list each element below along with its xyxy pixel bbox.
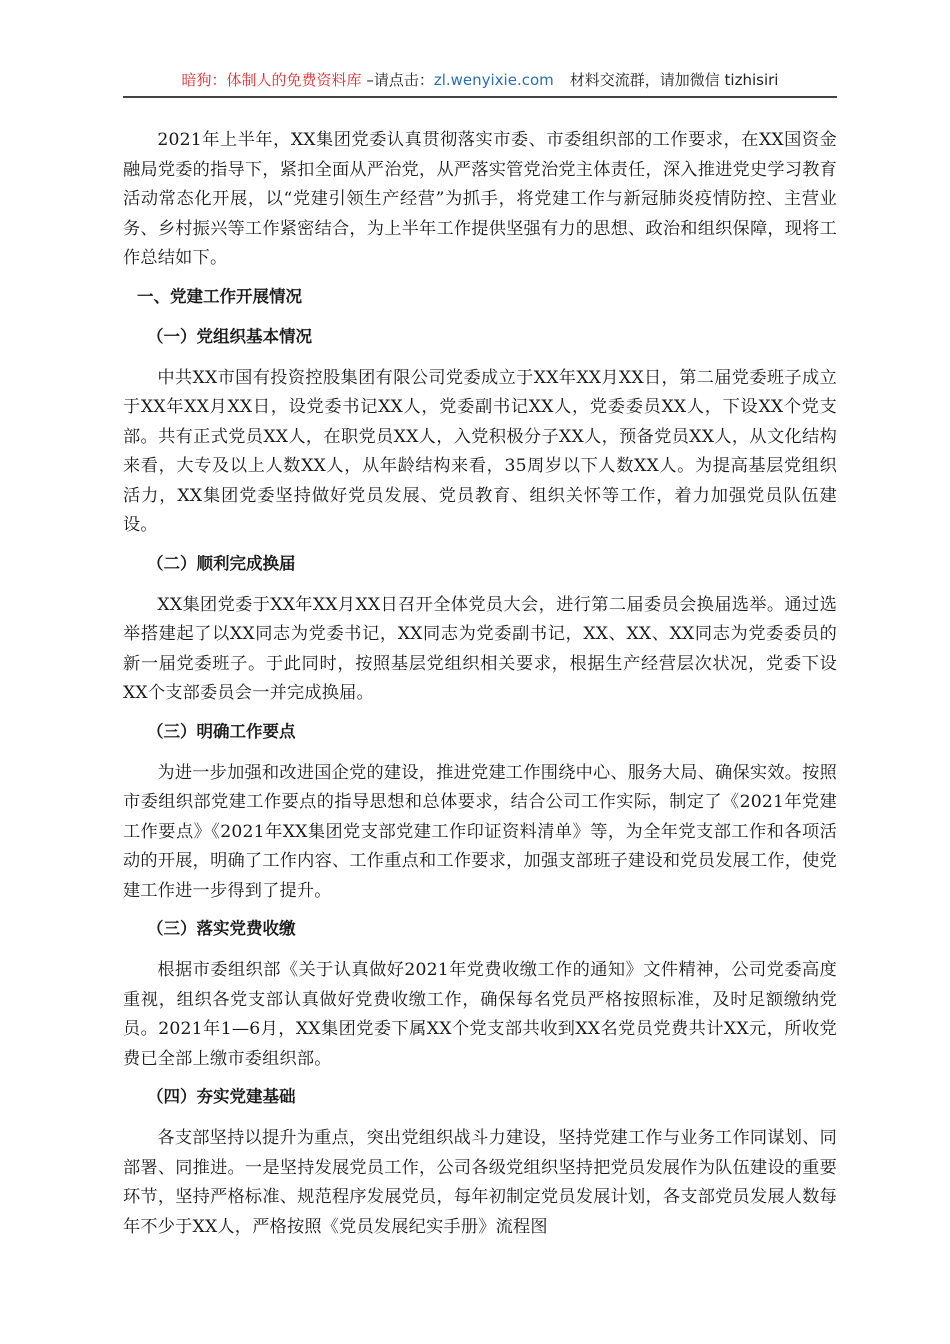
intro-paragraph: 2021年上半年，XX集团党委认真贯彻落实市委、市委组织部的工作要求，在XX国资金融局党委的指导下，紧扣全面从严治党，从严落实管党治党主体责任，深入推进党史学习教育活动常态化开展，以“党建引领生产经营”为抓手，将党建工作与新冠肺炎疫情防控、主营业务、乡村振兴等工作紧密结合，为上半年工作提供坚强有力的思想、政治和组织保障，现将工作总结如下。: [123, 130, 837, 268]
header-prompt: –请点击：: [361, 71, 434, 89]
subsection-paragraph-3: 为进一步加强和改进国企党的建设，推进党建工作围绕中心、服务大局、确保实效。按照市委组织部党建工作要点的指导思想和总体要求，结合公司工作实际，制定了《2021年党建工作要点》《2021年XX集团党支部党建工作印证资料清单》等，为全年党支部工作和各项活动的开展，明确了工作内容、工作重点和工作要求，加强支部班子建设和党员发展工作，使党建工作进一步得到了提升。: [123, 762, 837, 901]
subsection-heading-5: （四）夯实党建基础: [147, 1087, 296, 1106]
subsection-paragraph-4: 根据市委组织部《关于认真做好2021年党费收缴工作的通知》文件精神，公司党委高度重视，组织各党支部认真做好党费收缴工作，确保每名党员严格按照标准，及时足额缴纳党员。2021年1—6月，XX集团党委下属XX个党支部共收到XX名党员党费共计XX元，所收党费已全部上缴市委组织部。: [123, 960, 837, 1069]
header-divider: [123, 96, 837, 98]
subsection-heading-3: （三）明确工作要点: [147, 721, 296, 741]
subsection-heading-1: （一）党组织基本情况: [147, 326, 312, 346]
header-contact: 材料交流群，请加微信 tizhisiri: [569, 71, 779, 89]
subsection-heading-2: （二）顺利完成换届: [147, 553, 296, 573]
header-brand: 暗狗：体制人的免费资料库: [181, 71, 362, 89]
subsection-paragraph-2: XX集团党委于XX年XX月XX日召开全体党员大会，进行第二届委员会换届选举。通过选举搭建起了以XX同志为党委书记，XX同志为党委副书记，XX、XX、XX同志为党委委员的新一届党委班子。于此同时，按照基层党组织相关要求，根据生产经营层次状况，党委下设XX个支部委员会一并完成换届。: [123, 594, 837, 703]
header-link[interactable]: zl.wenyixie.com: [433, 71, 554, 89]
section-heading-1: 一、党建工作开展情况: [137, 286, 302, 306]
subsection-heading-4: （三）落实党费收缴: [147, 919, 296, 938]
subsection-paragraph-1: 中共XX市国有投资控股集团有限公司党委成立于XX年XX月XX日，第二届党委班子成立于XX年XX月XX日，设党委书记XX人，党委副书记XX人，党委委员XX人，下设XX个党支部。共有正式党员XX人，在职党员XX人，入党积极分子XX人，预备党员XX人，从文化结构来看，大专及以上人数XX人，从年龄结构来看，35周岁以下人数XX人。为提高基层党组织活力，XX集团党委坚持做好党员发展、党员教育、组织关怀等工作，着力加强党员队伍建设。: [123, 367, 837, 535]
page-header: [123, 66, 837, 94]
subsection-paragraph-5: 各支部坚持以提升为重点，突出党组织战斗力建设，坚持党建工作与业务工作同谋划、同部署、同推进。一是坚持发展党员工作，公司各级党组织坚持把党员发展作为队伍建设的重要环节，坚持严格标准、规范程序发展党员，每年初制定党员发展计划，各支部党员发展人数每年不少于XX人，严格按照《党员发展纪实手册》流程图: [123, 1128, 837, 1237]
document-body: [123, 126, 837, 1252]
